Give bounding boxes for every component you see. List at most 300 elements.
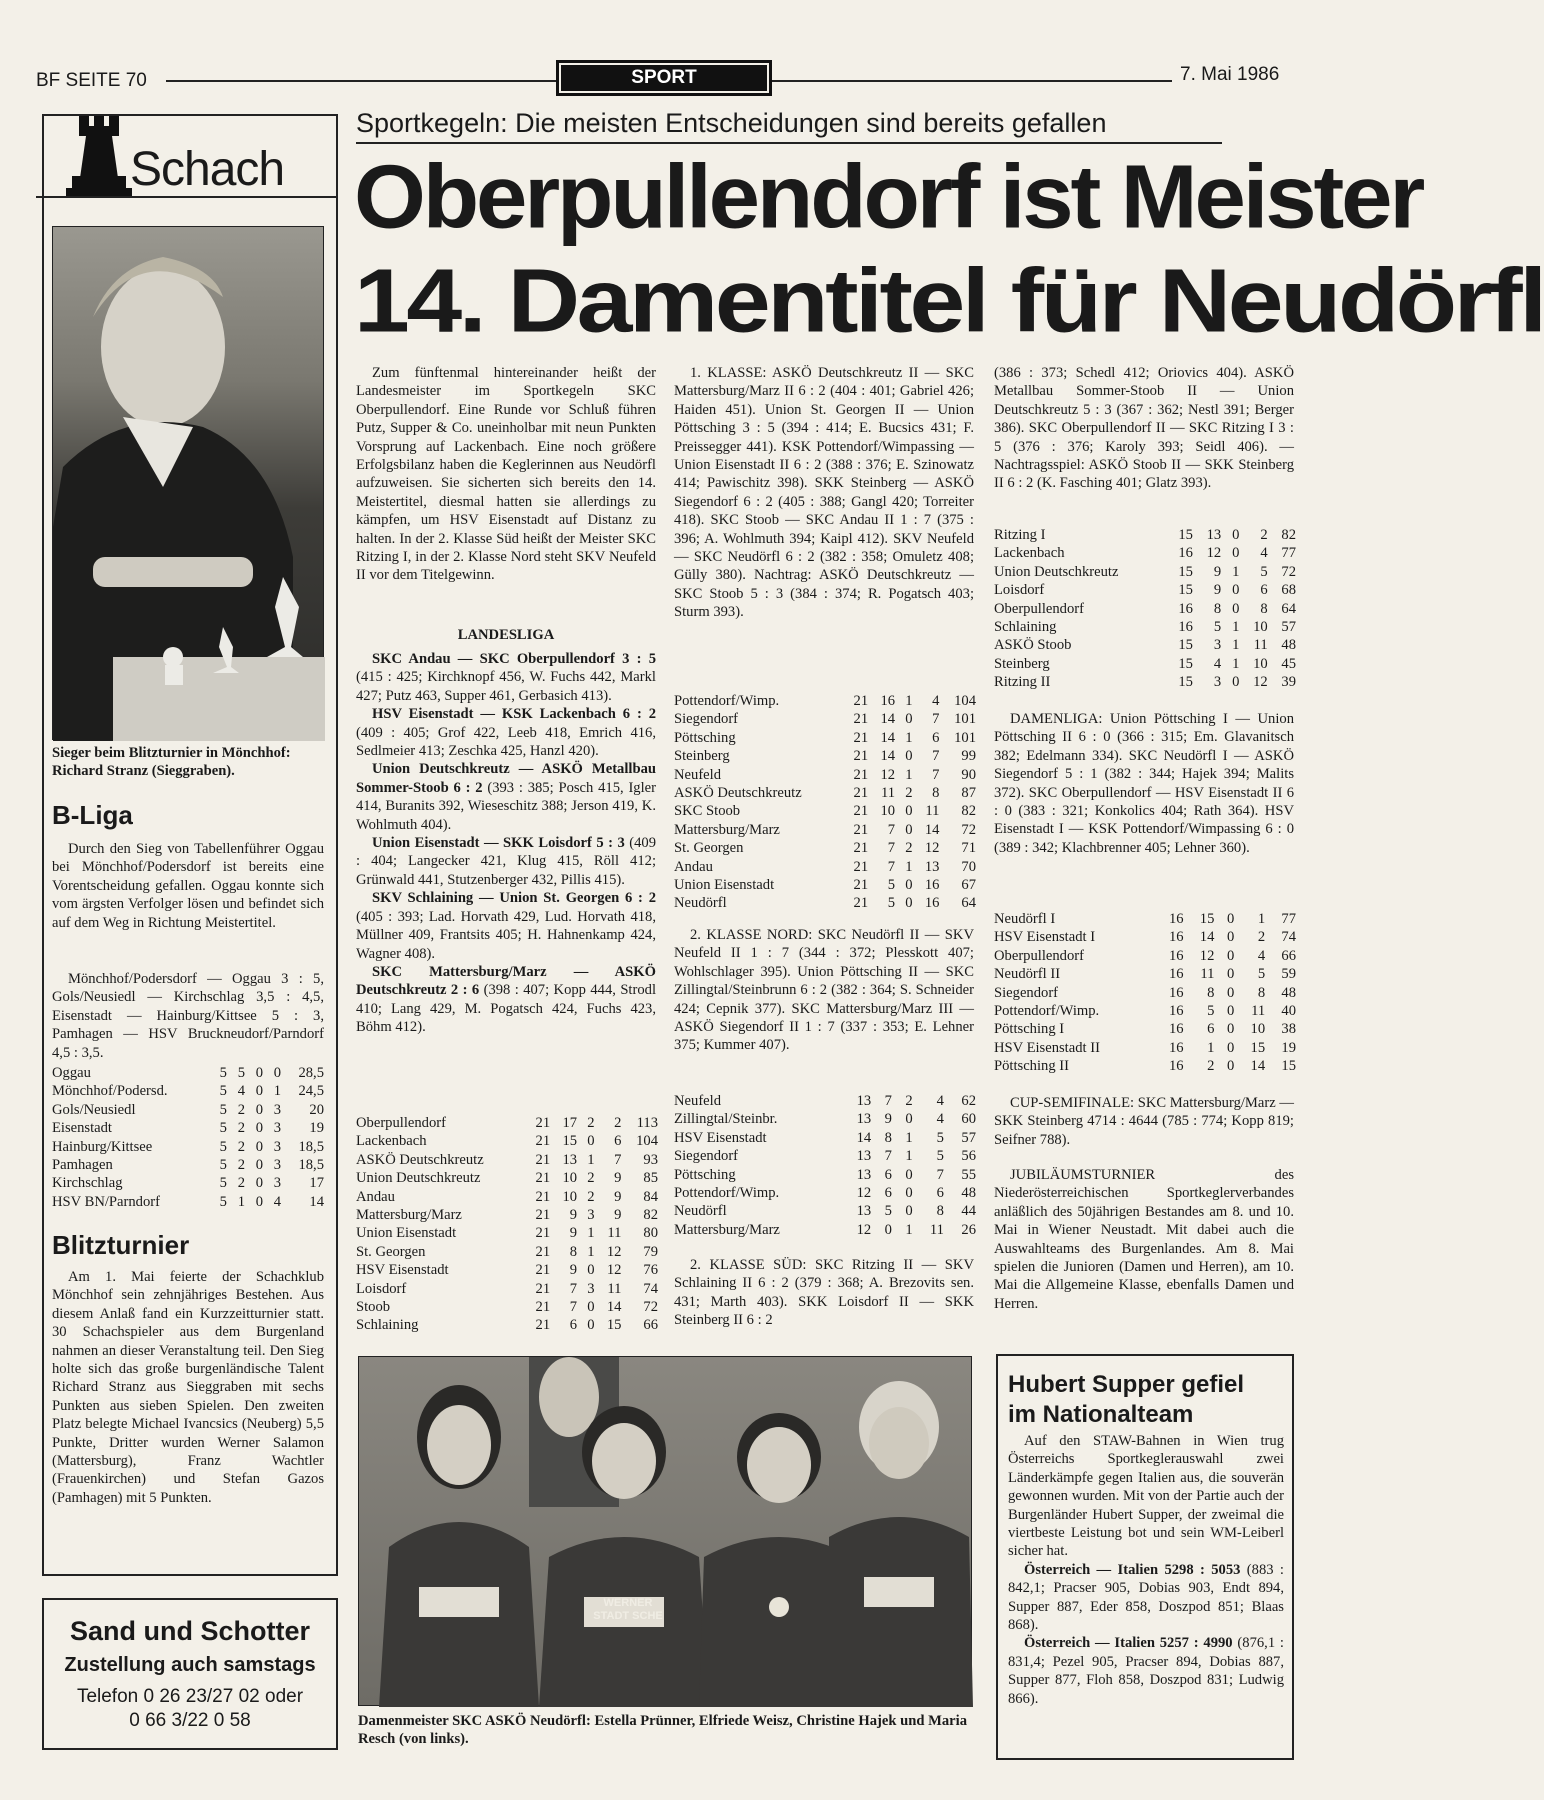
stat-cell: 10 [1250,1021,1266,1038]
team-name: Neudörfl I [994,911,1056,927]
team-name: Zillingtal/Steinbr. [674,1111,778,1128]
supper-text [1008,1432,1284,1708]
ad-subtitle: Zustellung auch samstags [64,1654,316,1676]
headline-1: Oberpullendorf ist Meister [354,146,1423,247]
stat-cell: 5 [936,1129,944,1146]
stat-cell: 1 [905,766,913,783]
stat-cell: 3 [587,1280,595,1297]
schach-logo [36,114,336,200]
stat-cell: 13 [856,1093,872,1109]
blitz-text: Am 1. Mai feierte der Schachklub Mönchhof sein zehnjähriges Bestehen. Aus diesem Anlaß fand ein Kurzzeitturnier statt. 30 Schachspieler aus dem Burgenland nahmen an dieser Veranstaltung teil. Den Sieg holte sich das große burgenländische Talent Richard Stranz aus Sieggraben mit sechs Punkten aus sieben Spielen. Den zweiten Platz belegte Michael Ivancsics (Neuberg) 5,5 Punkte, Dritter wurden Werner Salamon (Mattersburg), Franz Wachtler (Frauenkirchen) und Stefan Gazos (Pamhagen) mit 5 Punkten. [52,1269,324,1506]
stat-cell: 5 [219,1175,227,1192]
stat-cell: 21 [853,858,869,875]
table-row [356,1280,658,1298]
stat-cell: 1 [905,858,913,875]
stat-cell: 21 [853,840,869,857]
stat-cell: 5 [887,877,896,894]
stat-cell: 16 [1168,966,1184,983]
stat-cell: 21 [535,1280,551,1297]
team-name: Siegendorf [674,711,739,728]
stat-cell: 14 [309,1193,324,1210]
stat-cell: 44 [961,1203,976,1220]
stat-cell: 15 [1281,1058,1296,1075]
bliga-results: Mönchhof/Podersdorf — Oggau 3 : 5, Gols/Neusiedl — Kirchschlag 3,5 : 4,5, Eisenstadt — Hainburg/Kittsee 5 : 3, Pamhagen — HSV Bruckneudorf/Parndorf 4,5 : 3,5. [52,971,324,1061]
stat-cell: 9 [614,1170,622,1187]
stat-cell: 1 [905,1129,913,1146]
table-row [356,1169,658,1187]
table-row [52,1119,324,1137]
team-name: Oberpullendorf [356,1115,446,1131]
stat-cell: 0 [905,877,913,894]
stat-cell: 5 [237,1065,245,1081]
stat-cell: 2 [237,1157,245,1174]
stat-cell: 0 [1232,600,1240,617]
stat-cell: 5 [219,1138,227,1155]
stat-cell: 1 [1207,1039,1215,1056]
stat-cell: 104 [636,1133,658,1150]
stat-cell: 16 [1178,545,1193,562]
bliga-intro: Durch den Sieg von Tabellenführer Oggau bei Mönchhof/Podersdorf ist bereits eine Vorentscheidung gefallen. Oggau konnte sich vom ärgsten Verfolger lösen und befindet sich auf dem Weg in Richtung Meistertitel. [52,841,324,931]
stat-cell: 57 [1281,619,1296,636]
stat-cell: 16 [1168,947,1184,964]
table-row [674,747,976,765]
stat-cell: 4 [273,1193,282,1210]
stat-cell: 15 [1178,655,1193,672]
stat-cell: 82 [643,1207,658,1224]
team-name: Neufeld [674,766,722,783]
stat-cell: 3 [587,1207,595,1224]
headline-2: 14. Damentitel für Neudörfl [354,250,1544,351]
table-row [52,1138,324,1156]
team-name: Siegendorf [674,1148,739,1165]
stat-cell: 0 [905,711,913,728]
table-row [356,1206,658,1224]
ad-phone-1: Telefon 0 26 23/27 02 oder [76,1686,304,1707]
stat-cell: 101 [954,711,976,728]
team-name: Siegendorf [994,984,1059,1001]
stat-cell: 21 [535,1151,551,1168]
supper-game-1-title: Österreich — Italien 5298 : 5053 [1024,1561,1241,1578]
chess-rook-icon [64,116,134,200]
supper-title: Hubert Supper gefiel im Nationalteam [1008,1371,1245,1428]
team-name: Andau [674,858,713,875]
stat-cell: 1 [905,729,913,746]
article-lead: Zum fünftenmal hintereinander heißt der Landesmeister im Sportkegeln SKC Oberpullendorf. Eine Runde vor Schluß führen Putz, Supper & Co. uneinholbar mit neun Punkten Vorsprung auf Lackenbach. Eine noch größere Erfolgsbilanz haben die Keglerinnen aus Neudörfl aufzuweisen. Sie sicherten sich bereits den 14. Meistertitel, diesmal hatten sie allerdings zu kämpfen, um HSV Eisenstadt auf Distanz zu halten. In der 2. Klasse Süd heißt der Meister SKC Ritzing I, in der 2. Klasse Nord steht SKV Neufeld II vor dem Titelgewinn. [356,365,656,584]
team-photo [358,1356,972,1706]
stat-cell: 1 [237,1193,245,1210]
table-row [994,636,1296,654]
damenliga-results: DAMENLIGA: Union Pöttsching I — Union Pöttsching II 6 : 0 (366 : 315; Em. Glavanitsch 382; Edelmann 334). SKC Neudörfl I — ASKÖ Siegendorf 5 : 1 (382 : 344; Hajek 394; Malits 372). SKC Oberpullendorf — HSV Eisenstadt II 6 : 0 (383 : 321; Konkolics 404; Rath 364). HSV Eisenstadt I — KSK Pottendorf/Wimpassing 6 : 0 (389 : 342; Klachbrenner 405; Lehner 360). [994,711,1294,856]
stat-cell: 2 [237,1120,245,1137]
stat-cell: 11 [607,1225,622,1242]
table-row [994,1020,1296,1038]
stat-cell: 66 [643,1317,658,1334]
stat-cell: 6 [569,1317,578,1334]
table-row [674,1221,976,1239]
stat-cell: 16 [880,693,896,709]
stat-cell: 13 [856,1203,872,1220]
team-name: Union Eisenstadt [674,877,775,894]
table-row [674,692,976,710]
stat-cell: 0 [1226,911,1235,927]
team-name: Hainburg/Kittsee [52,1138,153,1155]
stat-cell: 6 [884,1166,892,1183]
stat-cell: 21 [535,1262,551,1279]
stat-cell: 16 [1168,1039,1184,1056]
stat-cell: 3 [273,1120,282,1137]
team-name: HSV Eisenstadt I [994,929,1096,946]
table-row [994,928,1296,946]
stat-cell: 0 [255,1101,264,1118]
stat-cell: 11 [929,1221,944,1238]
stat-cell: 4 [1260,545,1268,562]
issue-date: 7. Mai 1986 [1180,64,1280,85]
team-name: Loisdorf [356,1280,407,1297]
team-name: Lackenbach [356,1133,427,1150]
stat-cell: 9 [1213,582,1222,599]
team-name: Schlaining [994,619,1057,636]
stat-cell: 66 [1281,947,1296,964]
stat-cell: 82 [961,803,976,820]
ll-result-4: (409 : 404; Langecker 421, Klug 415, Röll 412; Grünwald 441, Stutzenberger 432, Pillis 415). [356,835,656,888]
table-row [674,1202,976,1220]
stat-cell: 7 [936,1166,944,1183]
team-name: Eisenstadt [52,1120,112,1137]
stat-cell: 2 [1257,929,1266,946]
stat-cell: 79 [643,1243,658,1260]
ll-result-5-title: SKV Schlaining — Union St. Georgen 6 : 2 [372,890,656,907]
stat-cell: 2 [614,1115,622,1131]
stat-cell: 0 [255,1193,264,1210]
stat-cell: 10 [562,1188,578,1205]
stat-cell: 0 [905,748,913,765]
stat-cell: 0 [255,1138,264,1155]
ll-result-2: (409 : 405; Grof 422, Leeb 418, Emrich 416, Sedlmeier 413; Zeschka 425, Hanzl 420). [356,724,656,760]
stat-cell: 16 [1168,1058,1184,1075]
stat-cell: 0 [255,1065,264,1081]
table-row [994,544,1296,562]
table-row [674,729,976,747]
stat-cell: 8 [932,785,940,802]
stat-cell: 45 [1281,655,1296,672]
team-name: Pottendorf/Wimp. [674,1185,780,1202]
stat-cell: 17 [562,1115,578,1131]
team-name: Neudörfl II [994,966,1061,983]
team-name: Union Deutschkreutz [356,1170,481,1187]
stat-cell: 12 [856,1185,872,1202]
stat-cell: 10 [1253,655,1268,672]
table-row [674,1147,976,1165]
table-row [356,1132,658,1150]
team-name: Mattersburg/Marz [674,821,780,838]
stat-cell: 13 [856,1148,872,1165]
stat-cell: 14 [606,1299,622,1316]
ll-result-2-title: HSV Eisenstadt — KSK Lackenbach 6 : 2 [372,706,656,723]
table-row [674,1184,976,1202]
klasse2-nord-standings [674,1092,976,1239]
stat-cell: 0 [1226,1003,1235,1020]
stat-cell: 7 [884,1093,892,1109]
stat-cell: 5 [1213,619,1222,636]
schach-photo [52,226,324,740]
table-row [994,910,1296,928]
stat-cell: 12 [880,766,896,783]
ad-phone-2: 0 66 3/22 0 58 [129,1710,251,1731]
stat-cell: 14 [1250,1058,1266,1075]
stat-cell: 0 [273,1065,282,1081]
table-row [356,1224,658,1242]
team-name: Neudörfl [674,895,727,912]
stat-cell: 40 [1281,1003,1296,1020]
stat-cell: 12 [1206,545,1222,562]
stat-cell: 76 [643,1262,658,1279]
stat-cell: 72 [643,1299,658,1316]
stat-cell: 12 [1199,947,1215,964]
stat-cell: 4 [237,1083,245,1100]
team-name: ASKÖ Deutschkreutz [356,1151,484,1168]
stat-cell: 12 [856,1221,872,1238]
stat-cell: 8 [1213,600,1222,617]
team-photo-caption: Damenmeister SKC ASKÖ Neudörfl: Estella Prünner, Elfriede Weisz, Christine Hajek und Maria Resch (von links). [358,1713,967,1748]
stat-cell: 7 [932,711,940,728]
team-name: Ritzing II [994,674,1051,691]
stat-cell: 77 [1281,911,1296,927]
stat-cell: 16 [1178,600,1193,617]
table-row [994,655,1296,673]
stat-cell: 60 [961,1111,976,1128]
section-label-inner: SPORT [561,65,767,91]
stat-cell: 12 [606,1262,622,1279]
bliga-title: B-Liga [52,800,133,830]
table-row [994,1002,1296,1020]
stat-cell: 0 [255,1175,264,1192]
ll-result-1: (415 : 425; Kirchknopf 456, W. Fuchs 442, Markl 427; Putz 463, Supper 461, Gerbasich 413). [356,669,656,704]
stat-cell: 21 [535,1243,551,1260]
stat-cell: 15 [1250,1039,1266,1056]
stat-cell: 21 [853,877,869,894]
stat-cell: 0 [587,1133,595,1150]
team-name: Steinberg [674,748,730,765]
stat-cell: 1 [587,1243,595,1260]
stat-cell: 21 [535,1133,551,1150]
stat-cell: 17 [309,1175,324,1192]
stat-cell: 1 [273,1083,282,1100]
stat-cell: 8 [884,1129,892,1146]
stat-cell: 21 [535,1115,551,1131]
stat-cell: 15 [1178,674,1193,691]
stat-cell: 1 [905,1148,913,1165]
stat-cell: 0 [1226,1058,1235,1075]
table-row [994,1039,1296,1057]
stat-cell: 11 [881,785,896,802]
stat-cell: 71 [961,840,976,857]
stat-cell: 0 [905,1111,913,1128]
stat-cell: 5 [219,1193,227,1210]
section-label [556,60,772,96]
supper-game-2-title: Österreich — Italien 5257 : 4990 [1024,1635,1233,1652]
stat-cell: 11 [1200,966,1215,983]
stat-cell: 0 [1226,947,1235,964]
stat-cell: 5 [884,1203,892,1220]
klasse1-standings [674,692,976,913]
stat-cell: 9 [1213,563,1222,580]
stat-cell: 4 [1257,947,1266,964]
jubilaeumsturnier: JUBILÄUMSTURNIER des Niederösterreichischen Sportkeglerverbandes anläßlich des 50jährigen Bestandes am 8. und 10. Mai in Wiener Neustadt. Mit dabei auch die Auswahlteams des Burgenlandes. Am 8. Mai spielen die Junioren (Damen und Herren), am 10. Mai die Allgemeine Klasse, ebenfalls Damen und Herren. [994,1167,1294,1312]
stat-cell: 16 [1178,619,1193,636]
table-row [674,876,976,894]
stat-cell: 14 [880,711,896,728]
table-row [994,965,1296,983]
stat-cell: 16 [1168,984,1184,1001]
team-name: Oberpullendorf [994,600,1084,617]
stat-cell: 3 [273,1175,282,1192]
stat-cell: 0 [1232,527,1240,543]
stat-cell: 1 [587,1225,595,1242]
stat-cell: 11 [607,1280,622,1297]
stat-cell: 9 [614,1188,622,1205]
team-name: Loisdorf [994,582,1045,599]
team-name: Andau [356,1188,395,1205]
stat-cell: 7 [614,1151,622,1168]
team-name: Pottendorf/Wimp. [674,693,780,709]
stat-cell: 84 [643,1188,658,1205]
team-name: Steinberg [994,655,1050,672]
stat-cell: 8 [1207,984,1215,1001]
stat-cell: 9 [884,1111,892,1128]
cup-semifinale: CUP-SEMIFINALE: SKC Mattersburg/Marz — SKK Steinberg 4714 : 4644 (785 : 774; Kopp 819; Seifner 788). [994,1095,1294,1148]
table-row [994,600,1296,618]
stat-cell: 99 [961,748,976,765]
team-name: ASKÖ Deutschkreutz [674,785,802,802]
team-name: Oggau [52,1065,91,1081]
stat-cell: 104 [954,693,976,709]
stat-cell: 72 [961,821,976,838]
stat-cell: 2 [905,840,913,857]
stat-cell: 21 [535,1170,551,1187]
stat-cell: 12 [606,1243,622,1260]
stat-cell: 3 [273,1138,282,1155]
stat-cell: 14 [880,748,896,765]
stat-cell: 6 [1260,582,1268,599]
stat-cell: 0 [255,1083,264,1100]
table-row [356,1188,658,1206]
ll-result-6: (398 : 407; Kopp 444, Strodl 410; Lang 429, M. Pogatsch 424, Fuchs 423, Böhm 412). [356,982,656,1036]
stat-cell: 21 [535,1317,551,1334]
stat-cell: 64 [961,895,976,912]
stat-cell: 9 [569,1262,578,1279]
klasse2-nord-results: 2. KLASSE NORD: SKC Neudörfl II — SKV Neufeld II 1 : 7 (344 : 372; Plesskott 407; Wohlschlager 395). Union Pöttsching II — SKC Zillingtal/Steinbrunn 6 : 2 (382 : 364; S. Schneider 424; Cepnik 377). SKC Mattersburg/Marz III — ASKÖ Siegendorf II 1 : 7 (337 : 353; E. Lehner 375; Kummer 407). [674,927,974,1054]
ll-result-1-title: SKC Andau — SKC Oberpullendorf 3 : 5 [372,651,656,667]
schach-logo-underline [36,196,336,198]
table-row [356,1261,658,1279]
supper-game-1: (883 : 842,1; Pracser 905, Dobias 903, Endt 894, Supper 887, Eder 858, Doszpod 851; Blaas 868). [1008,1561,1284,1634]
stat-cell: 0 [1226,929,1235,946]
stat-cell: 15 [1178,563,1193,580]
stat-cell: 6 [932,729,940,746]
stat-cell: 3 [1213,637,1222,654]
stat-cell: 4 [936,1111,944,1128]
stat-cell: 2 [905,785,913,802]
stat-cell: 14 [1199,929,1215,946]
table-row [994,1057,1296,1075]
team-name: Union Deutschkreutz [994,563,1119,580]
stat-cell: 4 [1213,655,1222,672]
table-row [356,1243,658,1261]
kicker-underline [356,142,1222,144]
stat-cell: 21 [535,1299,551,1316]
team-name: ASKÖ Stoob [994,637,1072,654]
stat-cell: 10 [1253,619,1268,636]
stat-cell: 0 [1226,1021,1235,1038]
table-row [994,984,1296,1002]
stat-cell: 2 [587,1170,595,1187]
landesliga-results [356,650,656,1037]
stat-cell: 19 [1281,1039,1296,1056]
stat-cell: 93 [643,1151,658,1168]
team-name: Pöttsching [674,729,736,746]
ll-result-5: (405 : 393; Lad. Horvath 429, Lud. Horvath 418, Müllner 409, Frantsits 405; H. Hahnenkamp 424, Wagner 408). [356,908,656,962]
stat-cell: 18,5 [298,1157,324,1174]
stat-cell: 113 [636,1115,658,1131]
table-row [674,784,976,802]
stat-cell: 0 [255,1157,264,1174]
klasse1-results: 1. KLASSE: ASKÖ Deutschkreutz II — SKC Mattersburg/Marz II 6 : 2 (404 : 401; Gabriel 426; Haiden 451). Union St. Georgen II — Union Pöttsching 3 : 5 (394 : 414; E. Bucsics 431; F. Preissegger 441). KSK Pottendorf/Wimpassing — Union Eisenstadt II 6 : 2 (388 : 376; E. Szinowatz 414; Pawischitz 398). SKK Steinberg — ASKÖ Siegendorf 6 : 2 (405 : 388; Gangl 420; Torreiter 418). SKC Stoob — SKC Andau II 1 : 7 (375 : 396; A. Wohlmuth 394; Kaipl 412). SKV Neufeld — SKC Neudörfl 6 : 2 (382 : 358; Omuletz 408; Güllу 380). Nachtrag: ASKÖ Deutschkreutz — SKC Stoob 5 : 3 (384 : 374; R. Pogatsch 403; Sturm 393). [674,365,974,621]
stat-cell: 9 [569,1207,578,1224]
stat-cell: 21 [853,711,869,728]
stat-cell: 7 [932,766,940,783]
stat-cell: 21 [853,785,869,802]
stat-cell: 8 [936,1203,944,1220]
stat-cell: 13 [562,1151,578,1168]
ll-result-6-title: SKC Mattersburg/Marz — ASKÖ Deutschkreutz 2 : 6 [356,963,656,999]
stat-cell: 7 [887,858,896,875]
stat-cell: 21 [853,895,869,912]
stat-cell: 13 [1206,527,1222,543]
table-row [994,673,1296,691]
stat-cell: 14 [924,821,940,838]
table-row [52,1064,324,1082]
stat-cell: 16 [1168,1021,1184,1038]
stat-cell: 2 [1260,527,1268,543]
stat-cell: 5 [1260,563,1268,580]
stat-cell: 0 [587,1299,595,1316]
stat-cell: 7 [932,748,940,765]
team-name: St. Georgen [674,840,744,857]
stat-cell: 39 [1281,674,1296,691]
klasse2-sued-results: 2. KLASSE SÜD: SKC Ritzing II — SKV Schlaining II 6 : 2 (379 : 368; A. Brezovits sen. 431; Marth 403). SKK Loisdorf II — SKK Steinberg II 6 : 2 [674,1257,974,1329]
blitz-title: Blitzturnier [52,1230,190,1260]
klasse2-sued-standings [994,526,1296,692]
stat-cell: 4 [932,693,940,709]
stat-cell: 6 [614,1133,622,1150]
stat-cell: 21 [853,729,869,746]
team-name: HSV Eisenstadt [356,1262,449,1279]
stat-cell: 11 [1251,1003,1266,1020]
table-row [994,563,1296,581]
stat-cell: 5 [219,1065,227,1081]
stat-cell: 0 [1232,545,1240,562]
stat-cell: 5 [219,1120,227,1137]
stat-cell: 1 [1232,563,1240,580]
table-row [356,1316,658,1334]
stat-cell: 21 [853,821,869,838]
stat-cell: 16 [1168,929,1184,946]
damenliga-standings [994,910,1296,1076]
stat-cell: 21 [535,1207,551,1224]
table-row [674,766,976,784]
stat-cell: 19 [309,1120,324,1137]
schach-photo-caption: Sieger beim Blitzturnier in Mönchhof: Richard Stranz (Sieggraben). [52,745,291,780]
